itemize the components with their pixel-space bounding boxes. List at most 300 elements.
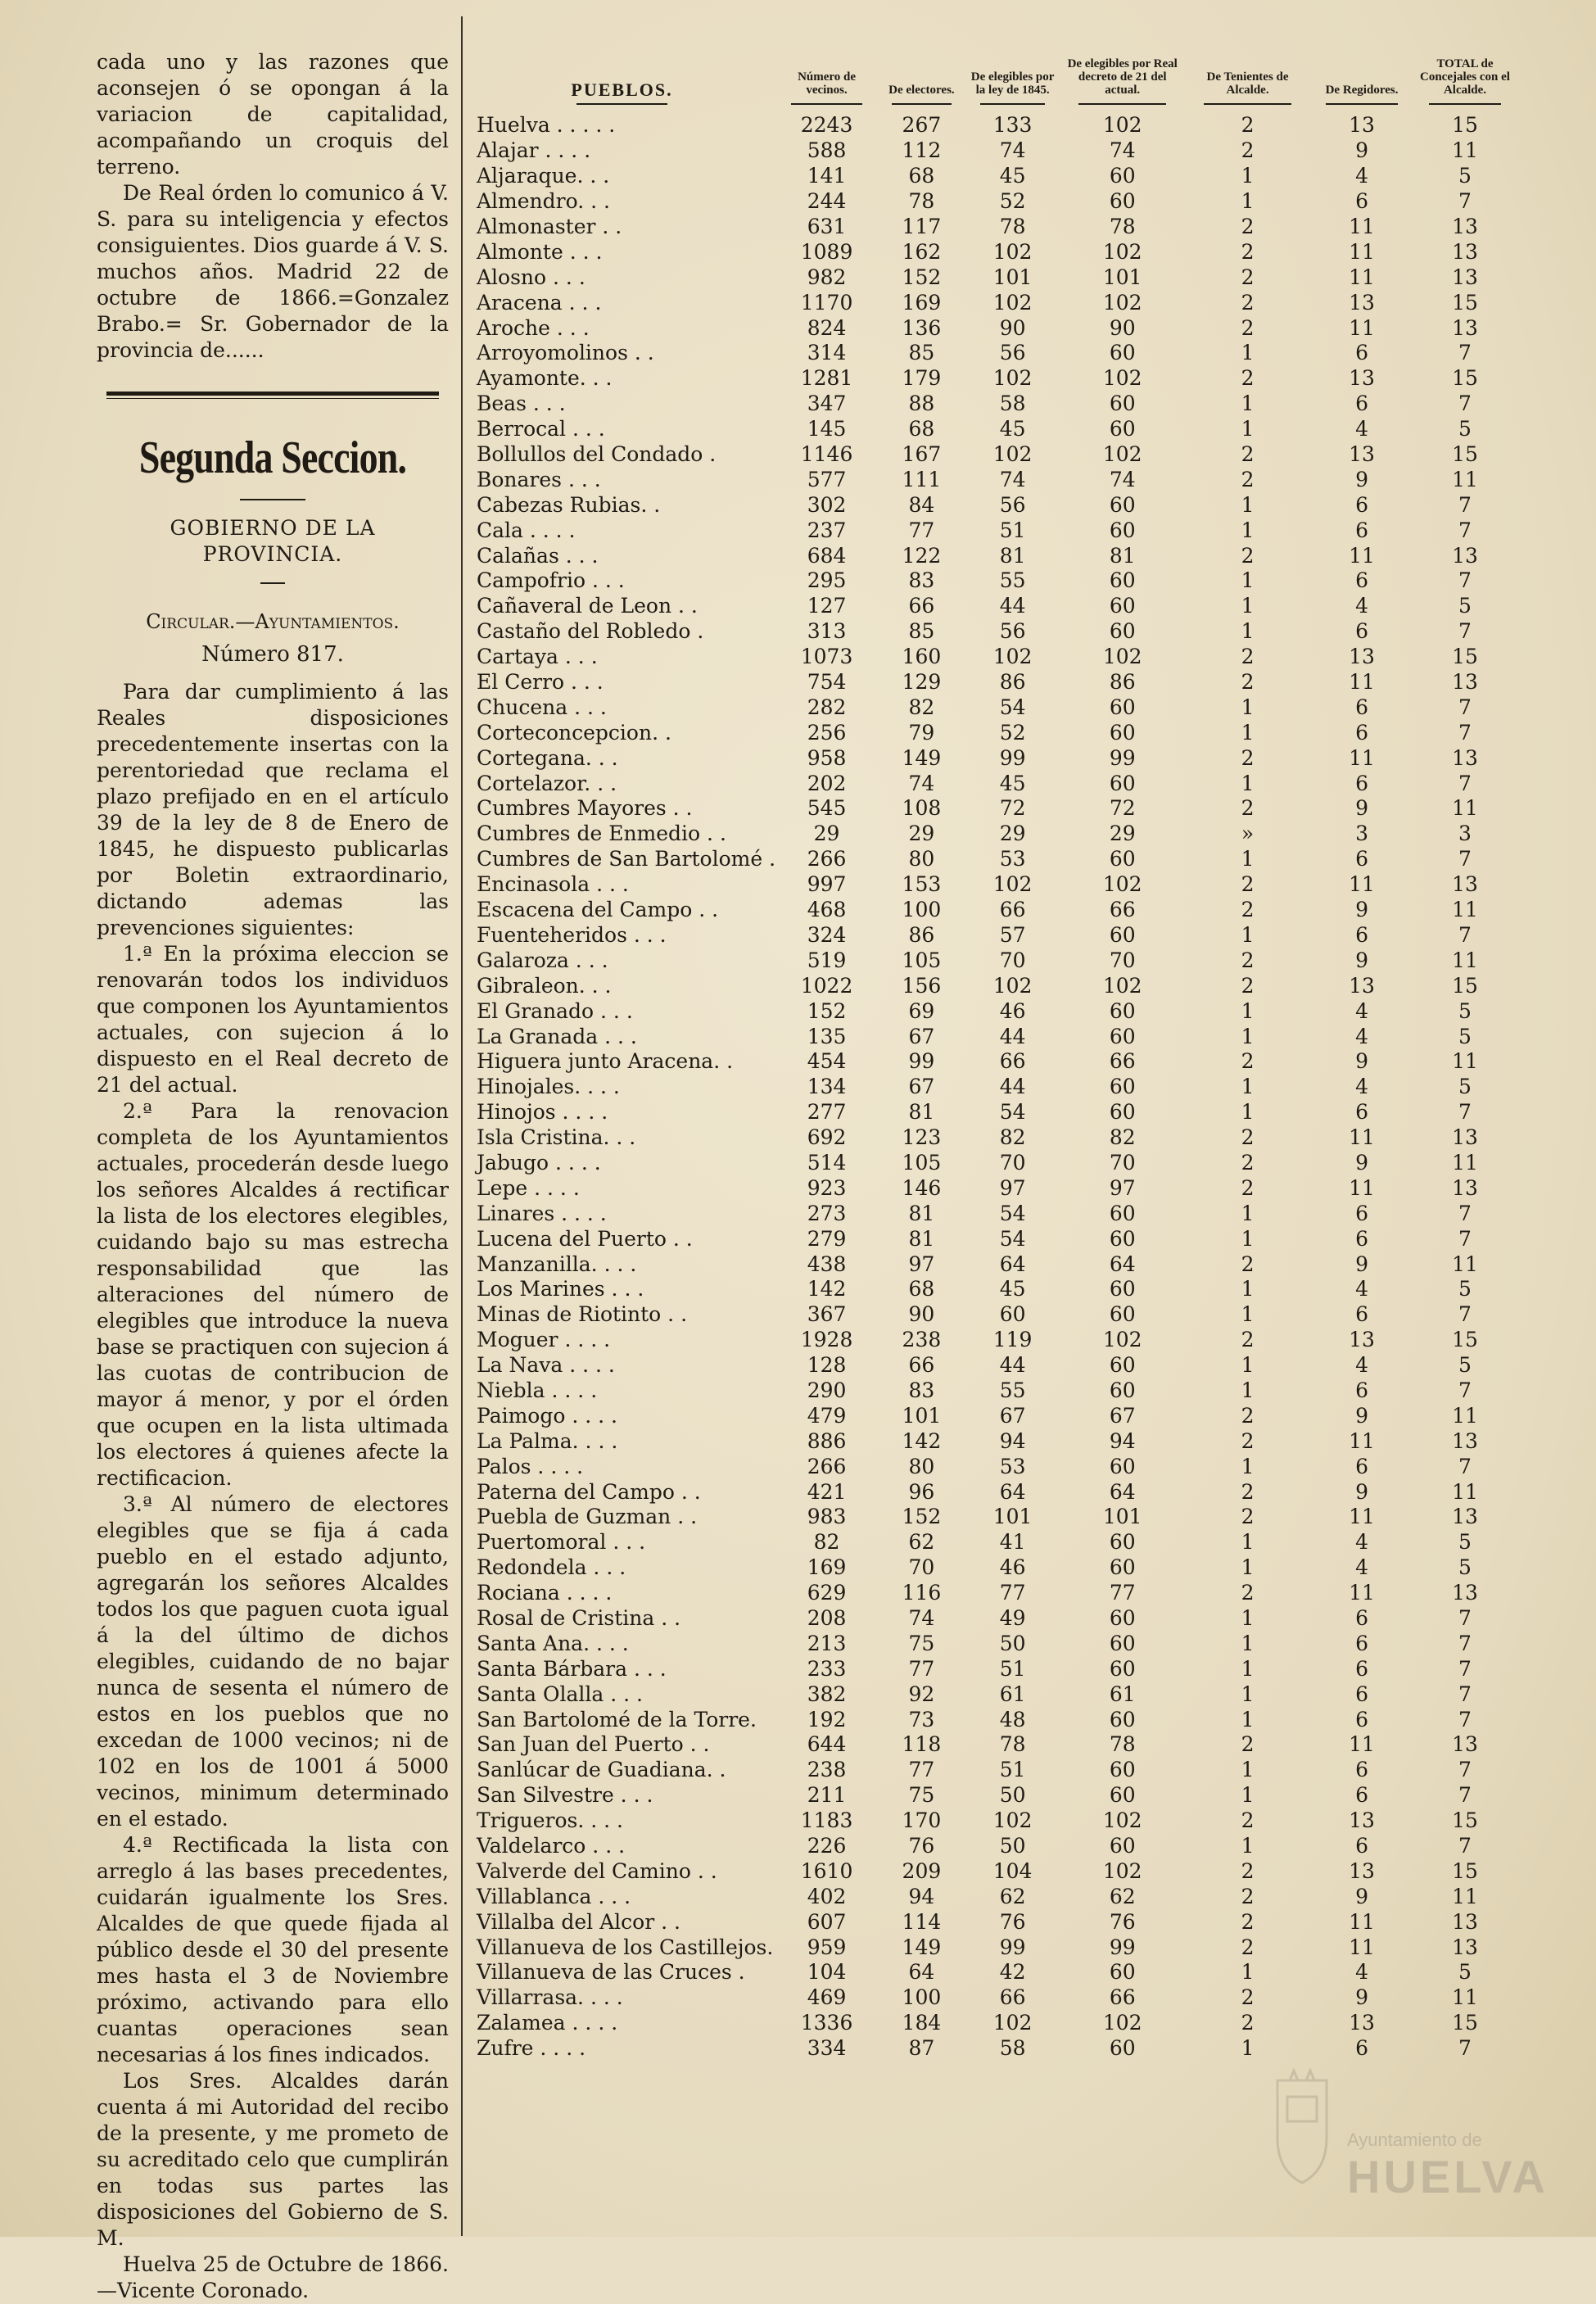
value-cell: 6 <box>1355 189 1368 214</box>
table-row <box>468 1555 1517 1581</box>
closing-text: De Real órden lo comunico á V. S. para su inteligencia y efectos consiguientes. Dios guarde á V. S. muchos años. Madrid 22 de octubre de 1866.=Gonzalez Brabo.= Sr. Gobernador de la provincia de...... <box>97 181 449 362</box>
signature: Huelva 25 de Octubre de 1866. —Vicente Coronado. <box>97 2252 449 2302</box>
value-cell: 13 <box>1452 543 1478 568</box>
value-cell: 80 <box>908 847 935 871</box>
value-cell: 58 <box>999 2036 1026 2061</box>
value-cell: 1 <box>1241 392 1255 416</box>
pueblo-name-cell: San Silvestre . . . <box>477 1783 653 1808</box>
table-row <box>468 1454 1517 1479</box>
value-cell: 11 <box>1349 1581 1375 1605</box>
table-row <box>468 771 1517 796</box>
value-cell: 60 <box>1109 720 1136 745</box>
value-cell: 2 <box>1241 1505 1255 1529</box>
pueblo-name-cell: Puebla de Guzman . . <box>477 1505 698 1529</box>
value-cell: 7 <box>1458 1302 1472 1327</box>
value-cell: 2 <box>1241 138 1255 163</box>
table-row <box>468 1884 1517 1909</box>
pueblo-name-cell: Villablanca . . . <box>477 1884 631 1908</box>
value-cell: 51 <box>999 518 1026 542</box>
value-cell: 60 <box>1109 1605 1136 1630</box>
pueblo-name-cell: La Nava . . . . <box>477 1353 615 1378</box>
value-cell: 1 <box>1241 1378 1255 1402</box>
value-cell: 577 <box>807 467 847 491</box>
value-cell: 53 <box>999 847 1026 871</box>
value-cell: 102 <box>992 1808 1033 1833</box>
pueblo-name-cell: Huelva . . . . . <box>477 113 616 138</box>
value-cell: 1170 <box>800 290 853 315</box>
value-cell: 102 <box>992 239 1033 264</box>
value-cell: 6 <box>1355 847 1368 871</box>
value-cell: 85 <box>908 619 935 644</box>
value-cell: 58 <box>999 392 1026 416</box>
value-cell: 5 <box>1458 1960 1472 1985</box>
value-cell: 1 <box>1241 847 1255 871</box>
value-cell: 6 <box>1355 1302 1368 1327</box>
table-row <box>468 518 1517 543</box>
value-cell: 5 <box>1458 1530 1472 1555</box>
value-cell: 519 <box>807 948 847 972</box>
value-cell: 13 <box>1452 215 1478 238</box>
intro-paragraph: Para dar cumplimiento á las Reales disposiciones precedentemente insertas con la perentoriedad que reclama el plazo prefijado en en el artículo 39 de la ley de 8 de Enero de 1845, he dispuesto publicarlas por Boletin extraordinario, dictando ademas las prevenciones siguientes: <box>97 680 449 939</box>
pueblo-name-cell: Higuera junto Aracena. . <box>477 1049 734 1074</box>
value-cell: 7 <box>1458 2036 1472 2061</box>
value-cell: 136 <box>902 315 942 340</box>
value-cell: 4 <box>1355 1530 1368 1555</box>
pueblo-name-cell: Valverde del Camino . . <box>477 1858 717 1883</box>
value-cell: 1 <box>1241 1555 1255 1580</box>
pueblo-name-cell: Rosal de Cristina . . <box>477 1605 681 1630</box>
value-cell: 5 <box>1458 1024 1472 1048</box>
value-cell: 169 <box>807 1555 847 1580</box>
value-cell: 64 <box>1109 1252 1136 1276</box>
value-cell: 13 <box>1452 265 1478 289</box>
pueblo-name-cell: Villarrasa. . . . <box>477 1985 623 2010</box>
value-cell: 4 <box>1355 164 1368 188</box>
value-cell: 5 <box>1458 164 1472 188</box>
value-cell: 67 <box>908 1024 935 1048</box>
value-cell: 13 <box>1349 1808 1375 1833</box>
value-cell: 13 <box>1349 113 1375 138</box>
value-cell: 7 <box>1458 1783 1472 1808</box>
value-cell: 13 <box>1452 315 1478 340</box>
header-tenientes-label: De Tenientes de Alcalde. <box>1206 70 1289 97</box>
value-cell: 77 <box>999 1581 1026 1605</box>
pueblo-name-cell: Villanueva de las Cruces . <box>477 1960 745 1985</box>
value-cell: 60 <box>1109 1555 1136 1580</box>
value-cell: 6 <box>1355 518 1368 542</box>
value-cell: 13 <box>1452 872 1478 897</box>
value-cell: 102 <box>992 973 1033 998</box>
value-cell: 1 <box>1241 2036 1255 2061</box>
value-cell: 469 <box>807 1985 847 2010</box>
value-cell: 100 <box>902 898 942 922</box>
value-cell: 88 <box>908 392 935 416</box>
value-cell: 588 <box>807 138 847 163</box>
table-row <box>468 442 1517 468</box>
value-cell: 2 <box>1241 1049 1255 1074</box>
value-cell: 104 <box>992 1858 1033 1883</box>
value-cell: 545 <box>807 796 847 821</box>
value-cell: 50 <box>999 1834 1026 1858</box>
value-cell: 692 <box>807 1125 847 1150</box>
table-row <box>468 1226 1517 1252</box>
value-cell: 644 <box>807 1732 847 1757</box>
value-cell: 2 <box>1241 1732 1255 1757</box>
value-cell: 468 <box>807 898 847 922</box>
section-divider <box>106 392 439 399</box>
value-cell: 824 <box>807 315 847 340</box>
value-cell: 886 <box>807 1428 847 1453</box>
value-cell: 184 <box>902 2011 942 2035</box>
header-regidores <box>1310 57 1413 113</box>
table-row <box>468 492 1517 518</box>
value-cell: 102 <box>1102 1328 1142 1352</box>
value-cell: 122 <box>902 543 942 568</box>
value-cell: 2 <box>1241 239 1255 264</box>
value-cell: 70 <box>908 1555 935 1580</box>
pueblo-name-cell: Aljaraque. . . <box>477 164 610 188</box>
gobierno-heading: GOBIERNO DE LA PROVINCIA. <box>170 516 376 566</box>
value-cell: 79 <box>908 720 935 745</box>
value-cell: 13 <box>1452 670 1478 695</box>
value-cell: 156 <box>902 973 942 998</box>
value-cell: 60 <box>1109 1631 1136 1655</box>
value-cell: 78 <box>1109 215 1136 238</box>
pueblo-name-cell: Sanlúcar de Guadiana. . <box>477 1758 726 1782</box>
value-cell: 15 <box>1452 645 1478 669</box>
value-cell: 60 <box>1109 1277 1136 1301</box>
value-cell: 13 <box>1349 290 1375 315</box>
value-cell: 81 <box>908 1226 935 1251</box>
pueblo-name-cell: Lepe . . . . <box>477 1175 580 1200</box>
value-cell: 60 <box>999 1302 1026 1327</box>
value-cell: 11 <box>1349 1935 1375 1959</box>
pueblo-name-cell: Santa Ana. . . . <box>477 1631 629 1655</box>
value-cell: 11 <box>1452 1252 1478 1276</box>
value-cell: 1 <box>1241 594 1255 618</box>
table-row <box>468 1985 1517 2011</box>
pueblo-name-cell: El Cerro . . . <box>477 670 604 695</box>
value-cell: 99 <box>1109 745 1136 770</box>
value-cell: 70 <box>1109 948 1136 972</box>
table-row <box>468 1049 1517 1075</box>
value-cell: 402 <box>807 1884 847 1908</box>
circular-heading: Circular.—Ayuntamientos. <box>146 610 400 633</box>
value-cell: 4 <box>1355 1555 1368 1580</box>
value-cell: 11 <box>1349 745 1375 770</box>
pueblo-name-cell: Cumbres de Enmedio . . <box>477 822 726 846</box>
pueblo-name-cell: Almonte . . . <box>477 239 603 264</box>
table-row <box>468 898 1517 923</box>
value-cell: 1 <box>1241 1277 1255 1301</box>
value-cell: 11 <box>1452 1884 1478 1908</box>
value-cell: 279 <box>807 1226 847 1251</box>
table-row <box>468 341 1517 366</box>
value-cell: 2 <box>1241 898 1255 922</box>
value-cell: 6 <box>1355 1454 1368 1478</box>
value-cell: 1 <box>1241 189 1255 214</box>
value-cell: 1 <box>1241 720 1255 745</box>
value-cell: 11 <box>1349 1175 1375 1200</box>
value-cell: 64 <box>999 1479 1026 1504</box>
value-cell: 74 <box>908 771 935 795</box>
value-cell: 7 <box>1458 189 1472 214</box>
value-cell: 6 <box>1355 1201 1368 1225</box>
value-cell: 86 <box>908 922 935 947</box>
value-cell: 134 <box>807 1075 847 1099</box>
header-elegibles-real <box>1060 57 1185 113</box>
value-cell: 1 <box>1241 1024 1255 1048</box>
value-cell: 1183 <box>800 1808 853 1833</box>
pueblo-name-cell: Cumbres de San Bartolomé . <box>477 847 776 871</box>
value-cell: 72 <box>999 796 1026 821</box>
value-cell: 6 <box>1355 922 1368 947</box>
value-cell: 142 <box>807 1277 847 1301</box>
pueblo-name-cell: Lucena del Puerto . . <box>477 1226 693 1251</box>
pueblo-name-cell: Chucena . . . <box>477 695 607 719</box>
value-cell: 53 <box>999 1454 1026 1478</box>
value-cell: 5 <box>1458 1277 1472 1301</box>
value-cell: 46 <box>999 998 1026 1023</box>
value-cell: 11 <box>1452 1403 1478 1428</box>
pueblo-name-cell: Linares . . . . <box>477 1201 607 1225</box>
value-cell: 96 <box>908 1479 935 1504</box>
value-cell: 6 <box>1355 1682 1368 1706</box>
value-cell: 1336 <box>800 2011 853 2035</box>
value-cell: 90 <box>999 315 1026 340</box>
value-cell: 9 <box>1355 138 1368 163</box>
value-cell: 56 <box>999 619 1026 644</box>
value-cell: 313 <box>807 619 847 644</box>
table-row <box>468 467 1517 492</box>
value-cell: 48 <box>999 1707 1026 1731</box>
pueblo-name-cell: Ayamonte. . . <box>477 366 613 391</box>
pueblo-name-cell: Paimogo . . . . <box>477 1403 617 1428</box>
header-elegibles-1845-label: De elegibles por la ley de 1845. <box>970 70 1055 97</box>
value-cell: 105 <box>902 1150 942 1175</box>
value-cell: 90 <box>1109 315 1136 340</box>
value-cell: 62 <box>908 1530 935 1555</box>
value-cell: 266 <box>807 847 847 871</box>
value-cell: 75 <box>908 1631 935 1655</box>
pueblo-name-cell: Arroyomolinos . . <box>477 341 654 365</box>
table-row <box>468 1682 1517 1707</box>
value-cell: 2 <box>1241 1150 1255 1175</box>
value-cell: 142 <box>902 1428 942 1453</box>
table-row <box>468 847 1517 872</box>
value-cell: 60 <box>1109 1024 1136 1048</box>
value-cell: 2 <box>1241 215 1255 238</box>
value-cell: 45 <box>999 1277 1026 1301</box>
value-cell: 77 <box>1109 1581 1136 1605</box>
value-cell: 60 <box>1109 1075 1136 1099</box>
value-cell: 15 <box>1452 973 1478 998</box>
value-cell: 629 <box>807 1581 847 1605</box>
table-header-row <box>468 57 1517 113</box>
value-cell: 60 <box>1109 492 1136 517</box>
value-cell: 1 <box>1241 1631 1255 1655</box>
watermark-line1: Ayuntamiento de <box>1347 2130 1482 2150</box>
value-cell: 78 <box>999 1732 1026 1757</box>
value-cell: 11 <box>1349 1909 1375 1934</box>
value-cell: 1281 <box>800 366 853 391</box>
value-cell: 101 <box>1102 1505 1142 1529</box>
pueblo-name-cell: Zufre . . . . <box>477 2036 586 2061</box>
value-cell: 9 <box>1355 1403 1368 1428</box>
pueblo-name-cell: Berrocal . . . <box>477 417 605 441</box>
pueblo-name-cell: Almonaster . . <box>477 215 622 238</box>
value-cell: 85 <box>908 341 935 365</box>
table-row <box>468 1378 1517 1404</box>
table-row <box>468 1479 1517 1505</box>
value-cell: 1 <box>1241 1707 1255 1731</box>
value-cell: 11 <box>1452 898 1478 922</box>
value-cell: 4 <box>1355 1075 1368 1099</box>
value-cell: 2 <box>1241 366 1255 391</box>
value-cell: 162 <box>902 239 942 264</box>
value-cell: 6 <box>1355 392 1368 416</box>
value-cell: 60 <box>1109 594 1136 618</box>
value-cell: 60 <box>1109 847 1136 871</box>
pueblo-name-cell: Hinojales. . . . <box>477 1075 620 1099</box>
pueblo-name-cell: Isla Cristina. . . <box>477 1125 636 1150</box>
value-cell: 1 <box>1241 1201 1255 1225</box>
value-cell: 54 <box>999 1201 1026 1225</box>
value-cell: 81 <box>1109 543 1136 568</box>
header-regidores-label: De Regidores. <box>1325 84 1399 97</box>
value-cell: 60 <box>1109 922 1136 947</box>
value-cell: 60 <box>1109 1707 1136 1731</box>
value-cell: 2 <box>1241 1581 1255 1605</box>
value-cell: 50 <box>999 1631 1026 1655</box>
table-row <box>468 1428 1517 1454</box>
value-cell: 1 <box>1241 998 1255 1023</box>
pueblo-name-cell: Campofrio . . . <box>477 568 625 593</box>
value-cell: 2 <box>1241 1935 1255 1959</box>
value-cell: 66 <box>908 1353 935 1378</box>
pueblo-name-cell: Manzanilla. . . . <box>477 1252 637 1276</box>
value-cell: 141 <box>807 164 847 188</box>
value-cell: 7 <box>1458 695 1472 719</box>
value-cell: 2 <box>1241 1328 1255 1352</box>
value-cell: 1146 <box>800 442 853 467</box>
value-cell: 102 <box>992 290 1033 315</box>
value-cell: 2 <box>1241 973 1255 998</box>
value-cell: 2 <box>1241 1428 1255 1453</box>
value-cell: 1 <box>1241 1100 1255 1125</box>
value-cell: 238 <box>807 1758 847 1782</box>
value-cell: 102 <box>1102 442 1142 467</box>
value-cell: 7 <box>1458 847 1472 871</box>
value-cell: 90 <box>908 1302 935 1327</box>
pueblo-name-cell: Cabezas Rubias. . <box>477 492 661 517</box>
table-row <box>468 1631 1517 1656</box>
value-cell: 170 <box>902 1808 942 1833</box>
table-row <box>468 568 1517 594</box>
value-cell: 15 <box>1452 366 1478 391</box>
value-cell: 149 <box>902 1935 942 1959</box>
table-row <box>468 645 1517 670</box>
value-cell: 152 <box>902 1505 942 1529</box>
value-cell: 60 <box>1109 1960 1136 1985</box>
value-cell: 29 <box>908 822 935 846</box>
value-cell: 11 <box>1349 1428 1375 1453</box>
section-title: Segunda Seccion. <box>138 432 407 483</box>
value-cell: 13 <box>1452 745 1478 770</box>
value-cell: 11 <box>1349 265 1375 289</box>
value-cell: 5 <box>1458 1555 1472 1580</box>
value-cell: 6 <box>1355 695 1368 719</box>
value-cell: 82 <box>813 1530 840 1555</box>
value-cell: 7 <box>1458 619 1472 644</box>
table-row <box>468 1732 1517 1758</box>
value-cell: 101 <box>902 1403 942 1428</box>
value-cell: 44 <box>999 1353 1026 1378</box>
value-cell: 282 <box>807 695 847 719</box>
value-cell: 119 <box>992 1328 1033 1352</box>
value-cell: 81 <box>908 1100 935 1125</box>
table-row <box>468 1909 1517 1935</box>
value-cell: 15 <box>1452 113 1478 138</box>
pueblo-name-cell: El Granado . . . <box>477 998 633 1023</box>
value-cell: 92 <box>908 1682 935 1706</box>
value-cell: 11 <box>1452 467 1478 491</box>
value-cell: 959 <box>807 1935 847 1959</box>
watermark-line2: HUELVA <box>1347 2151 1549 2202</box>
value-cell: 6 <box>1355 1100 1368 1125</box>
value-cell: 97 <box>1109 1175 1136 1200</box>
value-cell: 9 <box>1355 1884 1368 1908</box>
table-row <box>468 822 1517 847</box>
pueblo-name-cell: Cartaya . . . <box>477 645 598 669</box>
value-cell: 60 <box>1109 1454 1136 1478</box>
value-cell: 62 <box>999 1884 1026 1908</box>
table-row <box>468 1302 1517 1328</box>
value-cell: 64 <box>908 1960 935 1985</box>
table-row <box>468 1024 1517 1049</box>
table-row <box>468 1758 1517 1783</box>
closing-paragraph: Los Sres. Alcaldes darán cuenta á mi Autoridad del recibo de la presente, y me prometo de su acreditado celo que cumplirán en todas sus partes las disposiciones del Gobierno de S. M. <box>97 2069 449 2250</box>
value-cell: 70 <box>1109 1150 1136 1175</box>
header-total <box>1413 57 1517 113</box>
value-cell: 13 <box>1349 1858 1375 1883</box>
value-cell: 514 <box>807 1150 847 1175</box>
value-cell: 11 <box>1349 315 1375 340</box>
value-cell: 3 <box>1355 822 1368 846</box>
table-row <box>468 973 1517 998</box>
value-cell: 127 <box>807 594 847 618</box>
value-cell: 11 <box>1452 1479 1478 1504</box>
value-cell: 64 <box>999 1252 1026 1276</box>
value-cell: 82 <box>999 1125 1026 1150</box>
value-cell: 82 <box>908 695 935 719</box>
value-cell: 6 <box>1355 771 1368 795</box>
value-cell: 2 <box>1241 2011 1255 2035</box>
pueblo-name-cell: San Bartolomé de la Torre. <box>477 1707 757 1731</box>
value-cell: 13 <box>1452 1428 1478 1453</box>
value-cell: 77 <box>908 1758 935 1782</box>
value-cell: 54 <box>999 1100 1026 1125</box>
value-cell: 56 <box>999 341 1026 365</box>
value-cell: 11 <box>1452 1049 1478 1074</box>
value-cell: 5 <box>1458 1353 1472 1378</box>
value-cell: 60 <box>1109 1834 1136 1858</box>
value-cell: 1 <box>1241 1656 1255 1681</box>
value-cell: 102 <box>1102 1858 1142 1883</box>
value-cell: 74 <box>1109 138 1136 163</box>
value-cell: 1 <box>1241 518 1255 542</box>
value-cell: 2 <box>1241 1125 1255 1150</box>
